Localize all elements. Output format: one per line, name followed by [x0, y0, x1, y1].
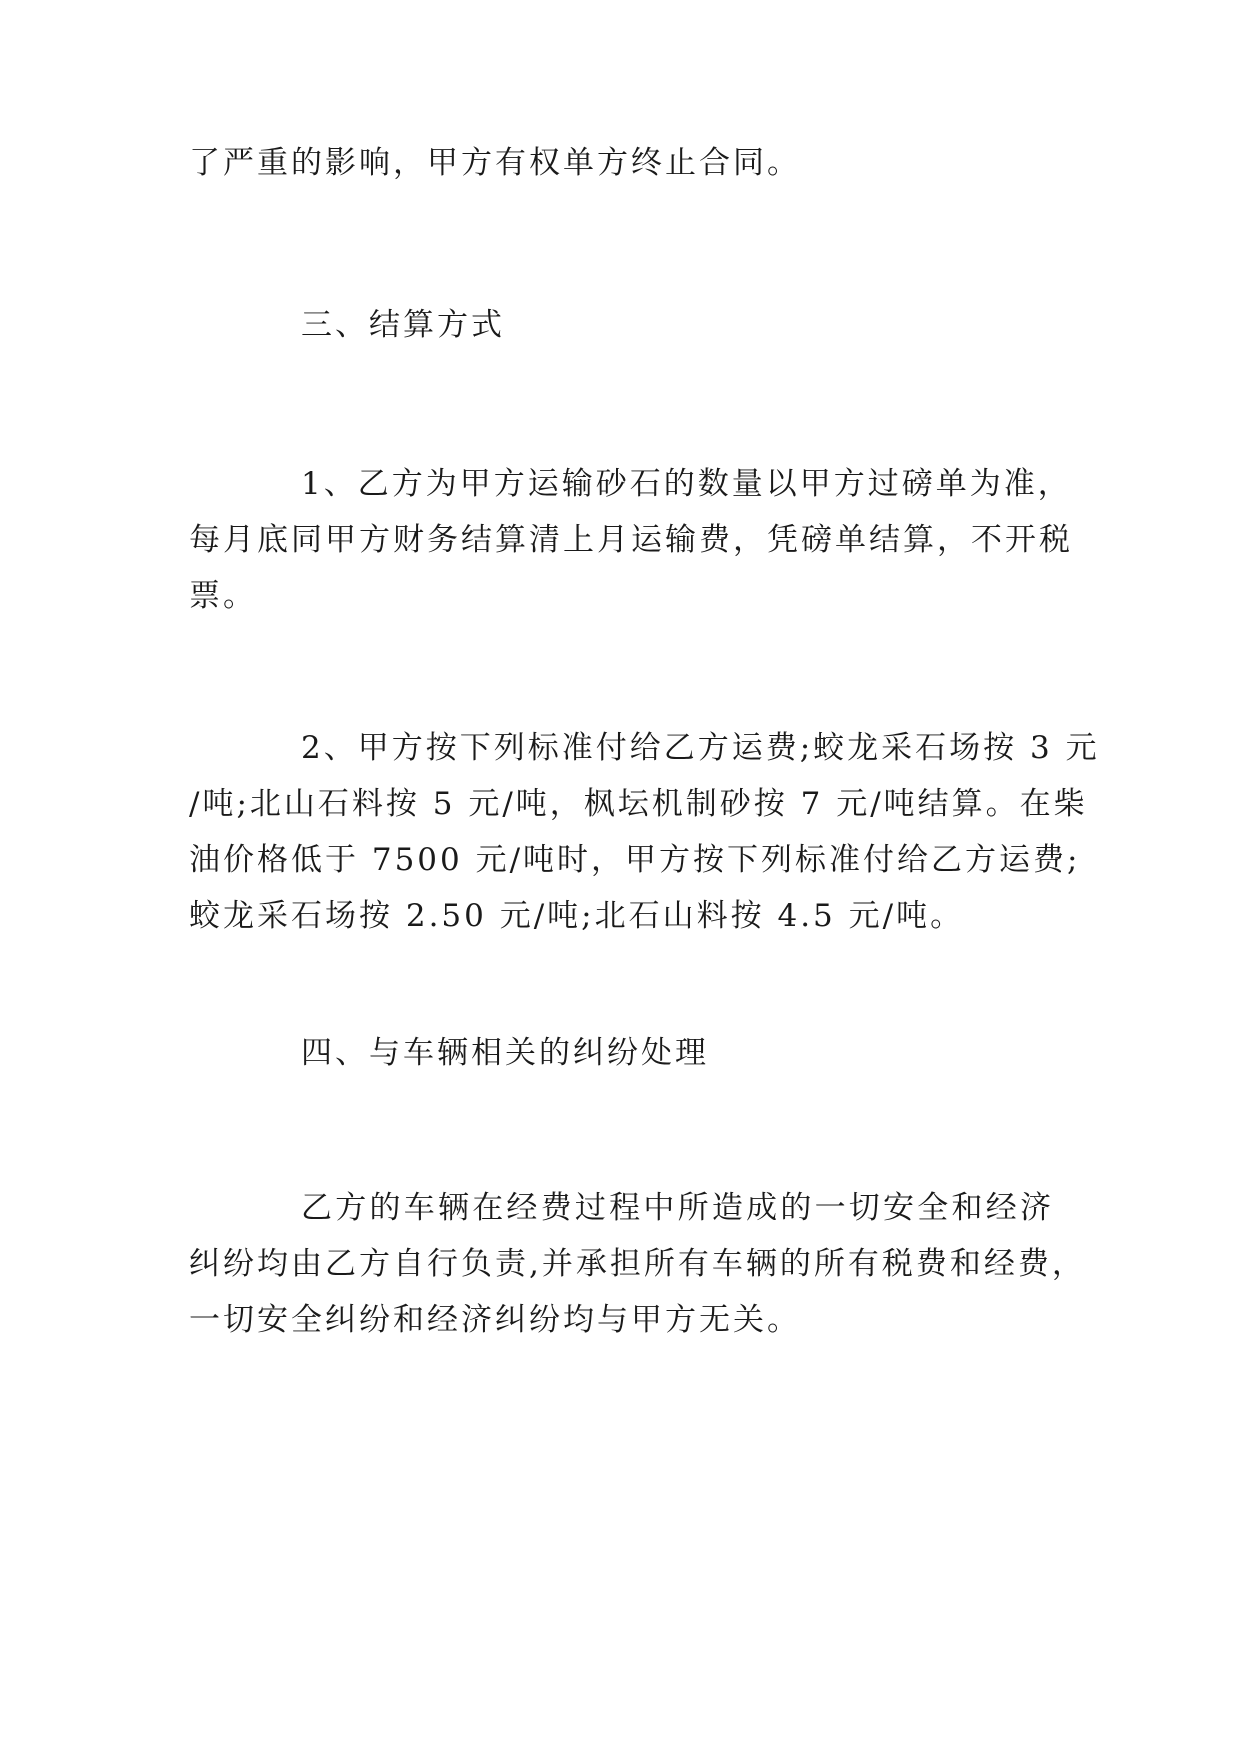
section-heading-settlement: [189, 297, 1054, 353]
heading-text: 三、结算方式: [301, 307, 505, 343]
section-heading-disputes: [189, 1025, 1054, 1081]
heading-text: 四、与车辆相关的纠纷处理: [301, 1035, 709, 1071]
text-line: 2、甲方按下列标准付给乙方运费;蛟龙采石场按 3 元: [301, 730, 1100, 766]
paragraph-disputes: [189, 1180, 1086, 1348]
paragraph-settlement-1: [189, 456, 1073, 624]
text-line: 油价格低于 7500 元/吨时，甲方按下列标准付给乙方运费;: [189, 842, 1081, 878]
text-line: 乙方的车辆在经费过程中所造成的一切安全和经济: [301, 1190, 1054, 1226]
text-line: 一切安全纠纷和经济纠纷均与甲方无关。: [189, 1302, 801, 1338]
text-line: 票。: [189, 578, 257, 614]
paragraph-termination: [189, 135, 1054, 191]
paragraph-settlement-2: [189, 720, 1100, 944]
text-line: 纠纷均由乙方自行负责,并承担所有车辆的所有税费和经费，: [189, 1246, 1086, 1282]
text-line: 蛟龙采石场按 2.50 元/吨;北石山料按 4.5 元/吨。: [189, 898, 965, 934]
text-line: 1、乙方为甲方运输砂石的数量以甲方过磅单为准，: [301, 466, 1072, 502]
text-line: 了严重的影响，甲方有权单方终止合同。: [189, 145, 801, 181]
text-line: 每月底同甲方财务结算清上月运输费，凭磅单结算，不开税: [189, 522, 1073, 558]
text-line: /吨;北山石料按 5 元/吨，枫坛机制砂按 7 元/吨结算。在柴: [189, 786, 1088, 822]
